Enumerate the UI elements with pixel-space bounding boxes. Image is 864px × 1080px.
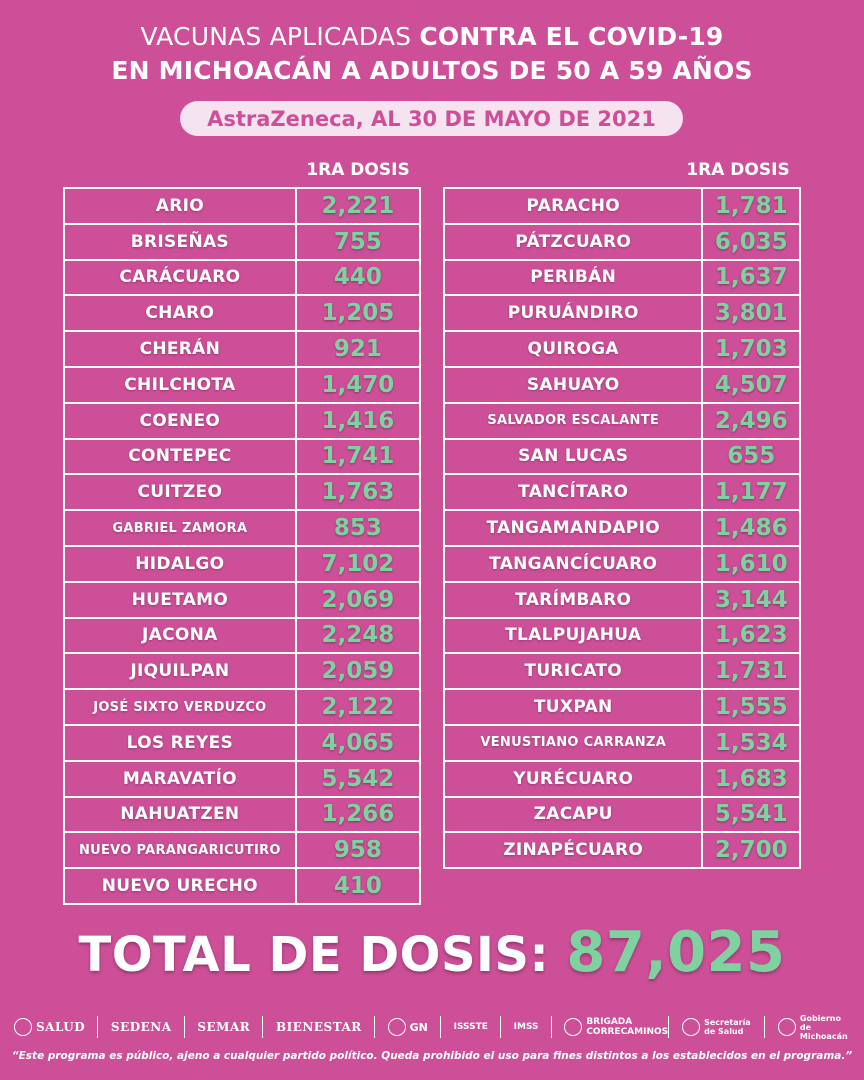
title-line2: EN MICHOACÁN A ADULTOS DE 50 A 59 AÑOS [111, 56, 753, 85]
table-row [444, 689, 800, 725]
table-row [64, 797, 420, 833]
dose-count: 1,703 [702, 331, 800, 367]
municipality-name: NAHUATZEN [64, 797, 296, 833]
dose-count: 2,496 [702, 403, 800, 439]
municipality-name: YURÉCUARO [444, 761, 702, 797]
dose-count: 755 [296, 224, 420, 260]
dose-count: 1,623 [702, 618, 800, 654]
logo-bienestar: BIENESTAR [276, 1016, 375, 1038]
table-row [64, 295, 420, 331]
gn-shield-icon [388, 1018, 406, 1036]
dose-count: 1,610 [702, 546, 800, 582]
municipality-name: PURUÁNDIRO [444, 295, 702, 331]
title-line1-a: VACUNAS APLICADAS [140, 22, 420, 51]
municipality-name: SALVADOR ESCALANTE [444, 403, 702, 439]
right-column-header: 1RA DOSIS [686, 160, 790, 180]
table-row [64, 367, 420, 403]
table-row [444, 725, 800, 761]
municipality-name: TURICATO [444, 653, 702, 689]
table-row [64, 725, 420, 761]
table-row [64, 832, 420, 868]
municipality-name: SAN LUCAS [444, 439, 702, 475]
dose-count: 1,763 [296, 474, 420, 510]
municipality-name: PÁTZCUARO [444, 224, 702, 260]
dose-count: 2,248 [296, 618, 420, 654]
page-title [0, 20, 864, 88]
municipality-name: MARAVATÍO [64, 761, 296, 797]
dose-count: 1,683 [702, 761, 800, 797]
municipality-name: TANGANCÍCUARO [444, 546, 702, 582]
logo-bar [14, 1012, 850, 1042]
dose-count: 1,781 [702, 188, 800, 224]
table-row [64, 439, 420, 475]
logo-gobierno-michoacan: Gobierno de Michoacán [778, 1014, 850, 1041]
logo-brigada: BRIGADA CORRECAMINOS [564, 1016, 669, 1038]
title-line1-b: CONTRA EL COVID-19 [419, 22, 724, 51]
disclaimer: “Este programa es público, ajeno a cualquier partido político. Queda prohibido el uso para fines distintos a los establecidos en el programa.” [11, 1050, 853, 1062]
municipality-name: CUITZEO [64, 474, 296, 510]
dose-count: 853 [296, 510, 420, 546]
dose-count: 958 [296, 832, 420, 868]
table-row [64, 868, 420, 904]
total-label: TOTAL DE DOSIS: [78, 927, 567, 983]
dose-count: 1,205 [296, 295, 420, 331]
dose-count: 1,266 [296, 797, 420, 833]
table-row [444, 439, 800, 475]
table-row [444, 331, 800, 367]
michoacan-crest-icon [778, 1018, 796, 1036]
left-table [63, 187, 421, 905]
table-row [444, 582, 800, 618]
table-row [64, 653, 420, 689]
table-row [444, 474, 800, 510]
table-row [444, 510, 800, 546]
dose-count: 3,144 [702, 582, 800, 618]
table-row [64, 761, 420, 797]
municipality-name: CARÁCUARO [64, 260, 296, 296]
table-row [444, 367, 800, 403]
dose-count: 1,534 [702, 725, 800, 761]
municipality-name: PARACHO [444, 188, 702, 224]
dose-count: 1,177 [702, 474, 800, 510]
dose-count: 6,035 [702, 224, 800, 260]
municipality-name: ZACAPU [444, 797, 702, 833]
logo-secretaria-salud: Secretaría de Salud [682, 1016, 765, 1038]
michoacan-crest-icon [682, 1018, 700, 1036]
dose-count: 4,507 [702, 367, 800, 403]
dose-count: 1,555 [702, 689, 800, 725]
table-row [444, 295, 800, 331]
dose-count: 7,102 [296, 546, 420, 582]
dose-count: 1,416 [296, 403, 420, 439]
total-value: 87,025 [566, 920, 786, 985]
logo-gn: GN [388, 1016, 441, 1038]
table-row [444, 260, 800, 296]
municipality-name: GABRIEL ZAMORA [64, 510, 296, 546]
dose-count: 440 [296, 260, 420, 296]
dose-count: 2,059 [296, 653, 420, 689]
table-row [444, 618, 800, 654]
eagle-seal-icon [14, 1018, 32, 1036]
dose-count: 2,069 [296, 582, 420, 618]
dose-count: 5,541 [702, 797, 800, 833]
dose-count: 1,637 [702, 260, 800, 296]
table-row [444, 761, 800, 797]
total-doses [0, 920, 864, 985]
roadrunner-icon [564, 1018, 582, 1036]
table-row [64, 582, 420, 618]
municipality-name: COENEO [64, 403, 296, 439]
municipality-name: TUXPAN [444, 689, 702, 725]
dose-count: 1,741 [296, 439, 420, 475]
municipality-name: JACONA [64, 618, 296, 654]
table-row [64, 224, 420, 260]
municipality-name: CONTEPEC [64, 439, 296, 475]
municipality-name: HIDALGO [64, 546, 296, 582]
table-row [64, 474, 420, 510]
table-row [444, 797, 800, 833]
municipality-name: HUETAMO [64, 582, 296, 618]
municipality-name: TANCÍTARO [444, 474, 702, 510]
table-row [64, 260, 420, 296]
municipality-name: CHARO [64, 295, 296, 331]
logo-semar: SEMAR [197, 1016, 263, 1038]
municipality-name: NUEVO URECHO [64, 868, 296, 904]
table-row [64, 618, 420, 654]
dose-count: 2,221 [296, 188, 420, 224]
dose-count: 2,700 [702, 832, 800, 868]
table-row [444, 403, 800, 439]
table-row [64, 510, 420, 546]
municipality-name: CHERÁN [64, 331, 296, 367]
right-table [443, 187, 801, 869]
municipality-name: ZINAPÉCUARO [444, 832, 702, 868]
dose-count: 1,486 [702, 510, 800, 546]
municipality-name: TARÍMBARO [444, 582, 702, 618]
municipality-name: VENUSTIANO CARRANZA [444, 725, 702, 761]
dose-count: 2,122 [296, 689, 420, 725]
table-row [444, 188, 800, 224]
subtitle-pill: AstraZeneca, AL 30 DE MAYO DE 2021 [180, 101, 683, 136]
table-row [64, 689, 420, 725]
municipality-name: TLALPUJAHUA [444, 618, 702, 654]
municipality-name: SAHUAYO [444, 367, 702, 403]
municipality-name: BRISEÑAS [64, 224, 296, 260]
municipality-name: PERIBÁN [444, 260, 702, 296]
municipality-name: JIQUILPAN [64, 653, 296, 689]
municipality-name: QUIROGA [444, 331, 702, 367]
dose-count: 655 [702, 439, 800, 475]
table-row [444, 546, 800, 582]
table-row [64, 331, 420, 367]
municipality-name: TANGAMANDAPIO [444, 510, 702, 546]
table-row [444, 653, 800, 689]
table-row [64, 403, 420, 439]
logo-salud: SALUD [14, 1016, 98, 1038]
dose-count: 1,470 [296, 367, 420, 403]
dose-count: 5,542 [296, 761, 420, 797]
municipality-name: JOSÉ SIXTO VERDUZCO [64, 689, 296, 725]
dose-count: 410 [296, 868, 420, 904]
dose-count: 3,801 [702, 295, 800, 331]
dose-count: 921 [296, 331, 420, 367]
municipality-name: CHILCHOTA [64, 367, 296, 403]
municipality-name: LOS REYES [64, 725, 296, 761]
municipality-name: NUEVO PARANGARICUTIRO [64, 832, 296, 868]
table-row [444, 832, 800, 868]
dose-count: 1,731 [702, 653, 800, 689]
table-row [64, 188, 420, 224]
logo-issste: ISSSTE [454, 1016, 501, 1038]
logo-sedena: SEDENA [111, 1016, 185, 1038]
table-row [444, 224, 800, 260]
dose-count: 4,065 [296, 725, 420, 761]
left-column-header: 1RA DOSIS [306, 160, 410, 180]
municipality-name: ARIO [64, 188, 296, 224]
table-row [64, 546, 420, 582]
logo-imss: IMSS [514, 1016, 552, 1038]
